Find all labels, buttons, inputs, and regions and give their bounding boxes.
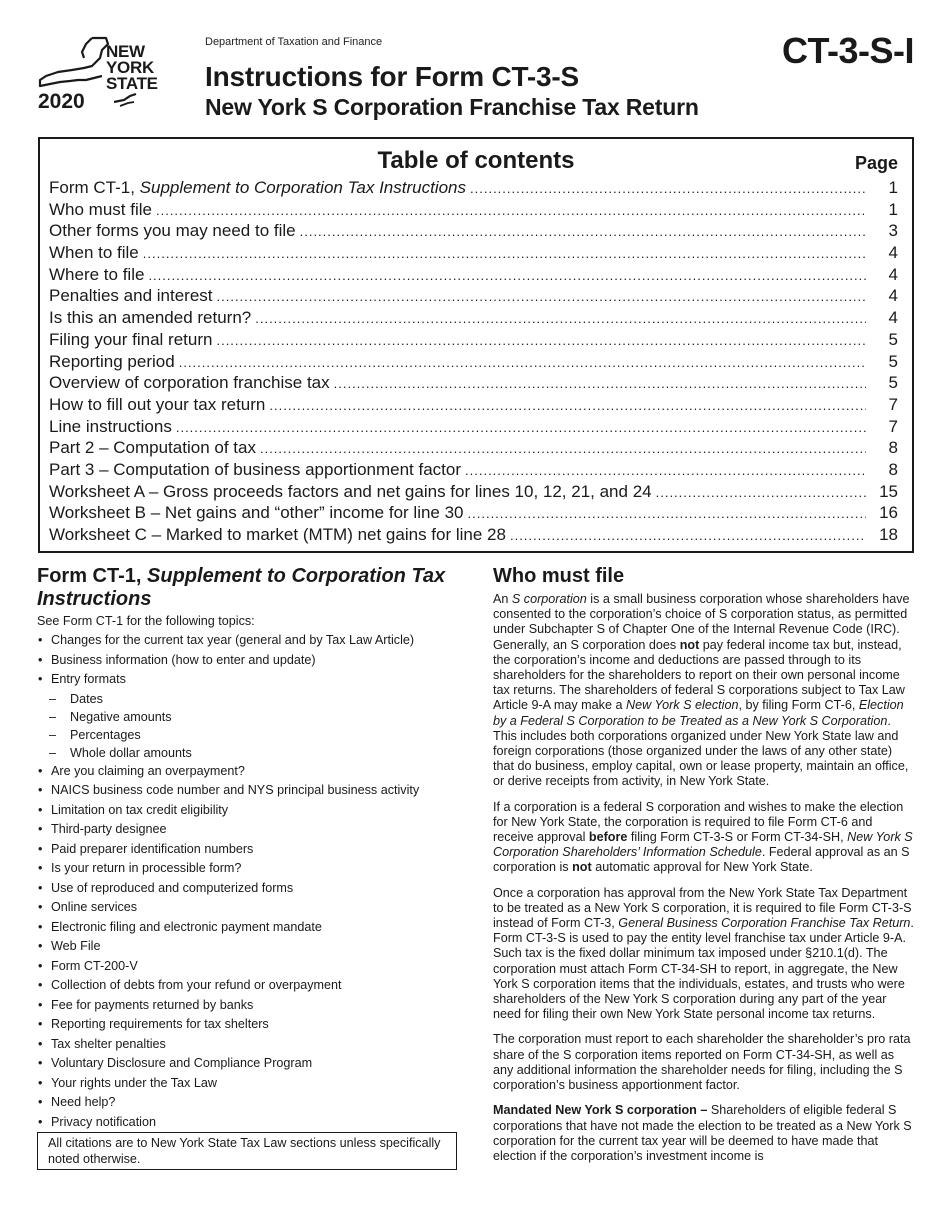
toc-row: [49, 416, 898, 438]
toc-page-number: 16: [879, 503, 898, 523]
toc-entry-label: [49, 394, 265, 416]
toc-row: [49, 242, 898, 264]
topic-list-item: • Collection of debts from your refund or overpayment: [37, 976, 462, 996]
text: . Federal approval as an S corporation is: [493, 845, 910, 875]
topic-list-item: • Form CT-200-V: [37, 957, 462, 977]
toc-page-number: 4: [888, 308, 898, 328]
text: Mandated New York S corporation –: [493, 1103, 708, 1118]
toc-row: [49, 199, 898, 221]
toc-leader-dots: [260, 438, 866, 460]
ct1-heading-title: Supplement to Corporation Tax Instructions: [37, 565, 446, 610]
ct1-section: [37, 565, 462, 1132]
toc-entry-text: Reporting period: [49, 351, 175, 371]
paragraph-mandated: [493, 1103, 915, 1164]
toc-page-number: 15: [879, 481, 898, 501]
who-must-file-heading: Who must file: [493, 565, 625, 587]
text: before: [588, 830, 628, 845]
toc-entry-text: Worksheet C – Marked to market (MTM) net gains for line 28: [49, 525, 506, 544]
topic-list-item: • NAICS business code number and NYS principal business activity: [37, 781, 462, 801]
toc-leader-dots: [656, 482, 866, 504]
paragraph-shareholder-report: The corporation must report to each shareholder the shareholder’s pro rata share of the S corporation items reported on Form CT-34-SH, as well as any additional information the shareholder needs for filing, including the S corporation’s business apportionment factor.: [493, 1032, 911, 1093]
text: automatic approval for New York State.: [591, 860, 813, 875]
toc-list: [49, 177, 898, 546]
toc-entry-text: Other forms you may need to file: [49, 221, 296, 241]
text: . This includes both corporations organized under New York State law and foreign corporations (those organized under the laws of any other state) that do business, employ capital, own or lease property, maintain an office, or derive receipts from activity, in New York State.: [493, 713, 909, 789]
text: is a small business corporation whose shareholders have consented to the corporation’s choice of S corporation status, as permitted under Subchapter S of Chapter One of the Internal Revenue Code (IRC). Generally, an S corporation does: [493, 592, 910, 652]
toc-title: Table of contents: [377, 147, 575, 174]
topic-list-item: • Entry formats: [37, 670, 462, 690]
text: not: [572, 860, 592, 875]
toc-entry-label: [49, 264, 144, 286]
toc-entry-prefix: Form CT-1,: [49, 178, 140, 197]
ct1-intro: See Form CT-1 for the following topics:: [37, 614, 255, 628]
toc-leader-dots: [334, 373, 866, 395]
text: If a corporation is a federal S corporation and wishes to make the election for New York State, the corporation is required to file Form CT-6 and receive approval: [493, 799, 904, 845]
toc-leader-dots: [176, 417, 866, 439]
toc-entry-text: Where to file: [49, 264, 145, 284]
toc-page-header: Page: [854, 153, 898, 173]
toc-entry-text: Worksheet A – Gross proceeds factors and net gains for lines 10, 12, 21, and 24: [49, 481, 652, 501]
topic-list-item: • Privacy notification: [37, 1113, 462, 1133]
toc-leader-dots: [217, 286, 867, 308]
toc-row: [49, 372, 898, 394]
toc-leader-dots: [465, 460, 866, 482]
topic-sub-item: – Negative amounts: [37, 708, 462, 726]
ct1-heading: [37, 565, 462, 611]
toc-page-number: 4: [888, 264, 898, 284]
toc-entry-label: [49, 199, 152, 221]
toc-leader-dots: [216, 330, 866, 352]
logo-word-new: NEW: [106, 42, 145, 61]
who-must-file-section: [493, 565, 915, 1174]
toc-entry-label: [49, 177, 466, 199]
topic-list-item: • Use of reproduced and computerized forms: [37, 879, 462, 899]
toc-leader-dots: [156, 200, 866, 222]
toc-page-number: 8: [888, 459, 898, 479]
toc-page-number: 5: [888, 373, 898, 393]
topic-list-item: • Your rights under the Tax Law: [37, 1074, 462, 1094]
topic-list-item: • Web File: [37, 937, 462, 957]
toc-entry-label: [49, 481, 652, 503]
topic-list-item: • Electronic filing and electronic payment mandate: [37, 918, 462, 938]
topic-list-item: • Paid preparer identification numbers: [37, 840, 462, 860]
toc-page-number: 7: [888, 394, 898, 414]
department-name: Department of Taxation and Finance: [205, 36, 383, 48]
toc-row: [49, 264, 898, 286]
citation-note: All citations are to New York State Tax Law sections unless specifically noted otherwise.: [37, 1132, 457, 1170]
toc-entry-label: [49, 307, 251, 329]
toc-entry-label: [49, 242, 139, 264]
topic-list-item: • Is your return in processible form?: [37, 859, 462, 879]
topic-list-item: • Reporting requirements for tax shelters: [37, 1015, 462, 1035]
topic-list-item: • Are you claiming an overpayment?: [37, 762, 462, 782]
text: Shareholders of eligible federal S corporations that have not made the election to be treated as a New York S corporation for the current tax year will be deemed to have made that election if the corporation’s investment income is: [493, 1103, 912, 1163]
topic-list-item: • Online services: [37, 898, 462, 918]
text: . Form CT-3-S is used to pay the entity level franchise tax under Article 9-A. Such tax is the fixed dollar minimum tax imposed under §210.1(d). The corporation must attach Form CT-34-SH to report, in aggregate, the New York S corporation items that the individuals, estates, and trusts who were shareholders of the New York S corporation during any part of the year need for filing their own New York State personal income tax returns.: [493, 916, 914, 1022]
toc-row: [49, 394, 898, 416]
toc-leader-dots: [143, 243, 866, 265]
page-subtitle: New York S Corporation Franchise Tax Return: [205, 94, 699, 120]
topic-list-item: • Limitation on tax credit eligibility: [37, 801, 462, 821]
toc-entry-text: How to fill out your tax return: [49, 394, 266, 414]
toc-entry-text: Is this an amended return?: [49, 308, 252, 328]
toc-page-number: 5: [888, 329, 898, 349]
toc-entry-text: When to file: [49, 243, 139, 263]
toc-row: [49, 502, 898, 524]
toc-leader-dots: [269, 395, 866, 417]
toc-row: [49, 351, 898, 373]
toc-page-number: 4: [888, 286, 898, 306]
toc-entry-text: Part 2 – Computation of tax: [49, 438, 256, 458]
toc-entry-label: [49, 524, 506, 546]
toc-entry-text: Worksheet B – Net gains and “other” income for line 30: [49, 503, 464, 523]
toc-page-number: 3: [888, 221, 898, 241]
text: New York S election: [625, 698, 739, 713]
toc-entry-text: Penalties and interest: [49, 286, 213, 306]
toc-entry-label: [49, 459, 461, 481]
topic-list-item: • Fee for payments returned by banks: [37, 996, 462, 1016]
toc-page-number: 18: [879, 525, 898, 544]
nys-logo: [36, 36, 166, 116]
toc-entry-text: Filing your final return: [49, 329, 213, 349]
paragraph-s-corporation: [493, 592, 915, 790]
toc-entry-text: Who must file: [49, 199, 152, 219]
text: General Business Corporation Franchise Tax Return: [618, 916, 911, 931]
text: Election by a Federal S Corporation to be Treated as a New York S Corporation: [493, 698, 904, 728]
toc-entry-label: [49, 372, 330, 394]
toc-leader-dots: [179, 352, 866, 374]
toc-row: [49, 481, 898, 503]
toc-leader-dots: [300, 221, 866, 243]
topic-sub-item: – Percentages: [37, 726, 462, 744]
toc-row: [49, 437, 898, 459]
toc-entry-italic: Supplement to Corporation Tax Instructions: [139, 178, 467, 197]
ct1-topic-list: [37, 631, 462, 1132]
toc-leader-dots: [148, 265, 866, 287]
topic-list-item: • Need help?: [37, 1093, 462, 1113]
topic-sub-item: – Dates: [37, 690, 462, 708]
topic-sub-item: – Whole dollar amounts: [37, 744, 462, 762]
toc-row: [49, 177, 898, 199]
toc-entry-label: [49, 285, 213, 307]
toc-entry-label: [49, 416, 172, 438]
toc-page-number: 4: [888, 243, 898, 263]
toc-entry-text: Overview of corporation franchise tax: [49, 373, 330, 393]
toc-entry-label: [49, 502, 464, 524]
text: not: [679, 637, 700, 652]
text: S corporation: [511, 592, 587, 606]
topic-list-item: • Voluntary Disclosure and Compliance Program: [37, 1054, 462, 1074]
table-of-contents: [38, 137, 914, 553]
text: Once a corporation has approval from the New York State Tax Department to be treated as a New York S corporation, it is required to file Form CT-3-S instead of Form CT-3,: [493, 885, 912, 931]
text: filing Form CT-3-S or Form CT-34-SH,: [627, 830, 848, 845]
ct1-heading-prefix: Form CT-1,: [37, 565, 148, 587]
text: An: [493, 592, 512, 606]
logo-year: 2020: [38, 90, 85, 113]
toc-page-number: 8: [888, 438, 898, 458]
form-code: CT-3-S-I: [781, 30, 914, 71]
toc-leader-dots: [255, 308, 866, 330]
toc-row: [49, 459, 898, 481]
toc-page-number: 7: [888, 416, 898, 436]
toc-entry-text: Part 3 – Computation of business apportionment factor: [49, 459, 462, 479]
toc-leader-dots: [470, 178, 866, 200]
toc-entry-label: [49, 351, 175, 373]
page-title: Instructions for Form CT-3-S: [205, 61, 579, 92]
toc-row: [49, 329, 898, 351]
logo-word-york: YORK: [106, 58, 154, 77]
toc-leader-dots: [468, 503, 866, 525]
toc-entry-label: [49, 220, 296, 242]
paragraph-approval: [493, 886, 915, 1023]
logo-word-state: STATE: [106, 74, 158, 93]
text: pay federal income tax but, instead, the corporation’s income and deductions are passed through to its shareholders for the shareholders to report on their own personal income tax returns. The shareholders of federal S corporations subject to Tax Law Article 9-A may make a: [493, 637, 905, 713]
toc-page-number: 1: [888, 199, 898, 219]
toc-row: [49, 307, 898, 329]
text: New York S Corporation Shareholders’ Information Schedule: [493, 830, 913, 860]
paragraph-election: [493, 800, 915, 876]
topic-list-item: • Business information (how to enter and update): [37, 651, 462, 671]
toc-entry-text: Line instructions: [49, 416, 172, 436]
topic-list-item: • Third-party designee: [37, 820, 462, 840]
toc-page-number: 5: [888, 351, 898, 371]
toc-entry-label: [49, 329, 212, 351]
toc-page-number: 1: [888, 178, 898, 197]
topic-list-item: • Tax shelter penalties: [37, 1035, 462, 1055]
toc-leader-dots: [510, 525, 866, 547]
topic-list-item: • Changes for the current tax year (general and by Tax Law Article): [37, 631, 462, 651]
toc-row: [49, 524, 898, 546]
toc-row: [49, 220, 898, 242]
toc-entry-label: [49, 437, 256, 459]
toc-row: [49, 285, 898, 307]
text: , by filing Form CT-6,: [738, 698, 859, 713]
